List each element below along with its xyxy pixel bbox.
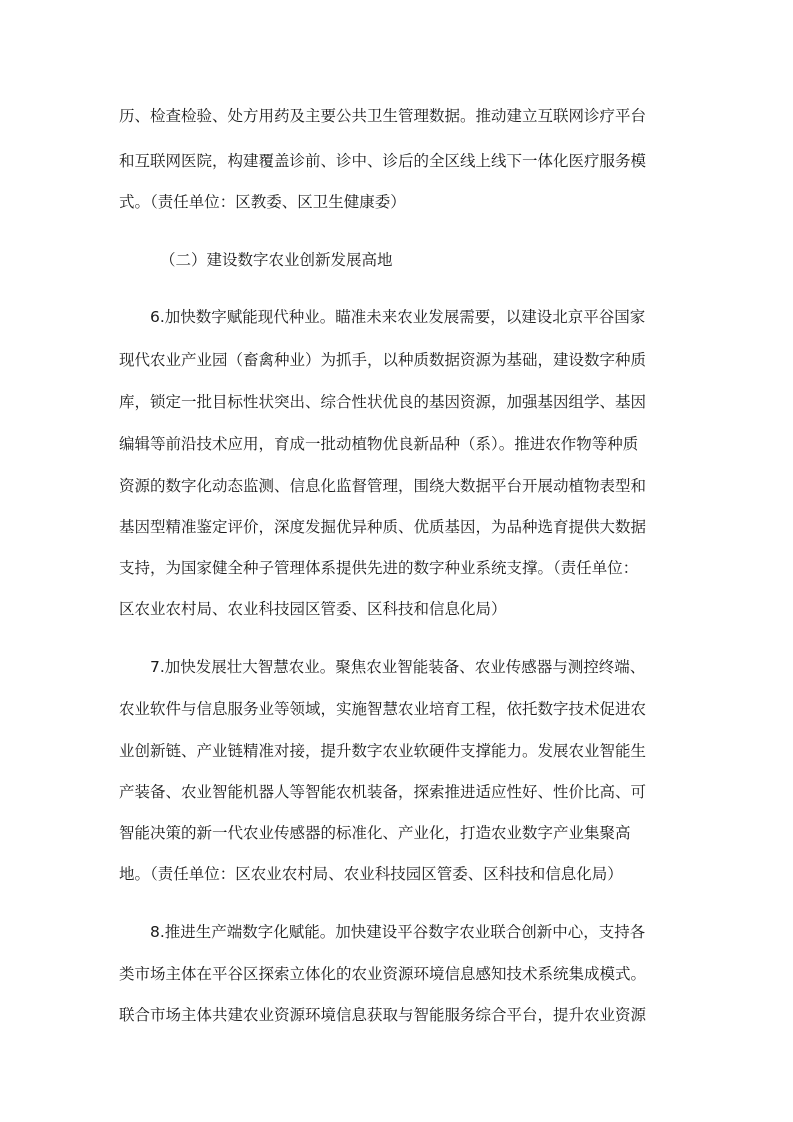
text-line: 类市场主体在平谷区探索立体化的农业资源环境信息感知技术系统集成模式。 [119,965,647,983]
text-line: 资源的数字化动态监测、信息化监督管理，围绕大数据平台开展动植物表型和 [119,477,647,495]
text-line: 和互联网医院，构建覆盖诊前、诊中、诊后的全区线上线下一体化医疗服务模 [119,152,647,170]
text-line: 业创新链、产业链精准对接，提升数字农业软硬件支撑能力。发展农业智能生 [119,742,647,760]
text-line: 区农业农村局、农业科技园区管委、区科技和信息化局） [119,600,507,618]
paragraph-first-line: 7.加快发展壮大智慧农业。聚焦农业智能装备、农业传感器与测控终端、 [150,658,646,676]
text-line: 历、检查检验、处方用药及主要公共卫生管理数据。推动建立互联网诊疗平台 [119,107,647,125]
text-line: 现代农业产业园（畜禽种业）为抓手，以种质数据资源为基础，建设数字种质 [119,351,647,369]
paragraph-first-line: 8.推进生产端数字化赋能。加快建设平谷数字农业联合创新中心，支持各 [150,923,646,941]
text-line: 编辑等前沿技术应用，育成一批动植物优良新品种（系）。推进农作物等种质 [119,435,639,453]
text-line: 智能决策的新一代农业传感器的标准化、产业化，打造农业数字产业集聚高 [119,824,631,842]
text-line: 地。（责任单位：区农业农村局、农业科技园区管委、区科技和信息化局） [119,865,623,883]
text-line: 联合市场主体共建农业资源环境信息获取与智能服务综合平台，提升农业资源 [119,1006,647,1024]
paragraph-first-line: 6.加快数字赋能现代种业。瞄准未来农业发展需要，以建设北京平谷国家 [150,308,646,326]
text-line: 产装备、农业智能机器人等智能农机装备，探索推进适应性好、性价比高、可 [119,783,647,801]
text-line: 式。（责任单位：区教委、区卫生健康委） [119,193,406,211]
text-line: 基因型精准鉴定评价，深度发掘优异种质、优质基因，为品种选育提供大数据 [119,518,647,536]
text-line: 库，锁定一批目标性状突出、综合性状优良的基因资源，加强基因组学、基因 [119,393,647,411]
text-line: 支持，为国家健全种子管理体系提供先进的数字种业系统支撑。（责任单位： [119,559,639,577]
section-heading: （二）建设数字农业创新发展高地 [160,251,393,269]
text-line: 农业软件与信息服务业等领域，实施智慧农业培育工程，依托数字技术促进农 [119,700,647,718]
